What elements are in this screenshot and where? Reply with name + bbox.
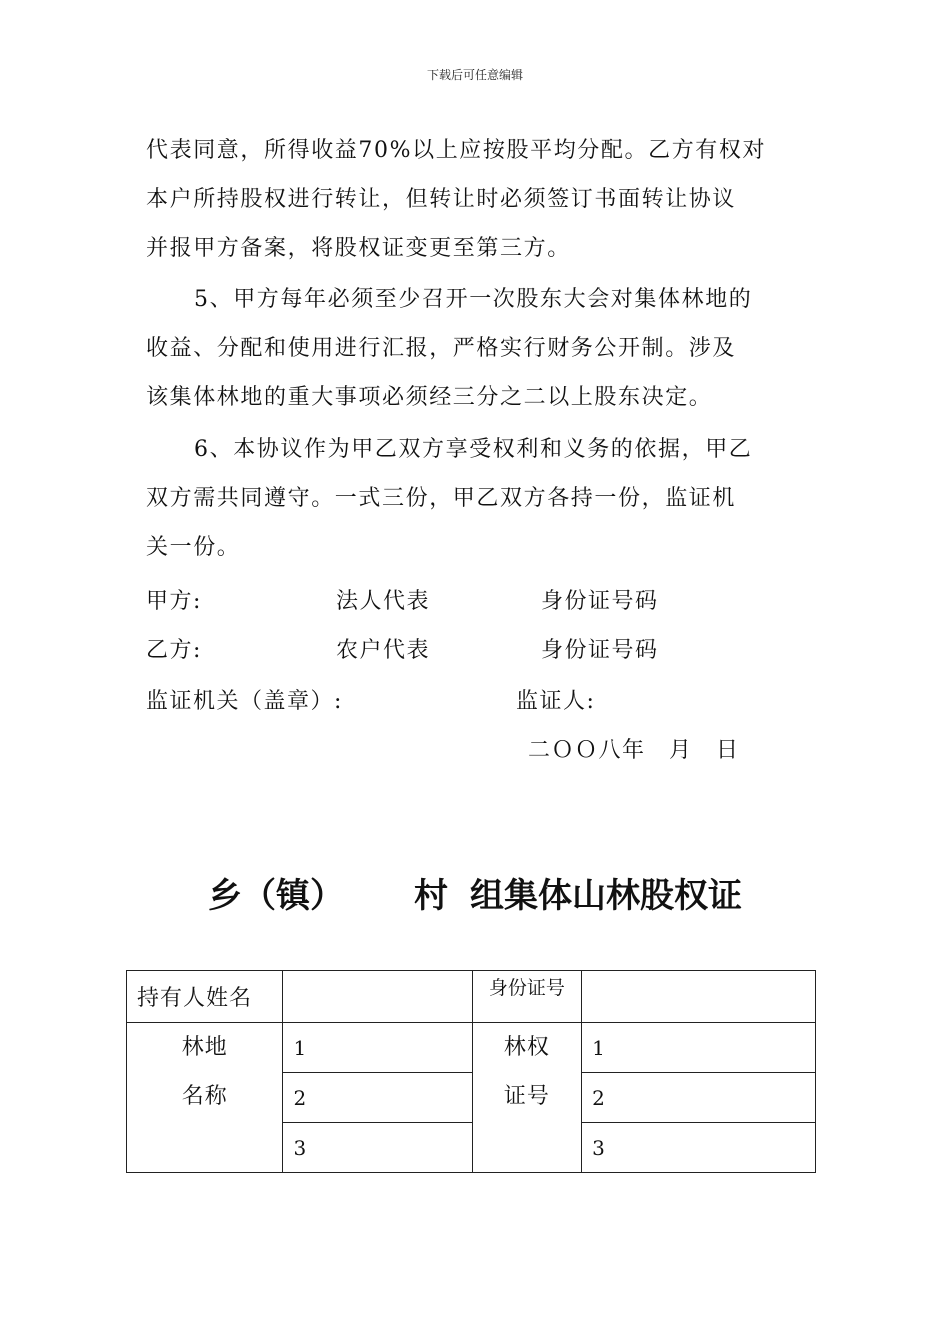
text-line: 该集体林地的重大事项必须经三分之二以上股东决定。 <box>146 385 713 410</box>
authority-label: 监证机关（盖章）: <box>146 689 343 714</box>
forest-right-3[interactable]: 3 <box>582 1123 816 1173</box>
text-line: 双方需共同遵守。一式三份，甲乙双方各持一份，监证机 <box>146 486 737 511</box>
holder-name-label: 持有人姓名 <box>127 971 283 1023</box>
party-b-label: 乙方: <box>146 638 202 663</box>
forest-label-line-1: 林地 <box>181 1035 228 1060</box>
table-row <box>127 971 816 1023</box>
equity-certificate-table <box>126 970 816 1173</box>
forest-name-2[interactable]: 2 <box>283 1073 472 1123</box>
forest-right-1[interactable]: 1 <box>582 1023 816 1073</box>
text-line: 收益、分配和使用进行汇报，严格实行财务公开制。涉及 <box>146 336 737 361</box>
right-label-line-2: 证号 <box>503 1084 550 1109</box>
forest-right-2[interactable]: 2 <box>582 1073 816 1123</box>
table-row <box>127 1023 816 1073</box>
text-line: 代表同意，所得收益70%以上应按股平均分配。乙方有权对 <box>146 138 767 163</box>
id-number-field[interactable] <box>582 971 816 1023</box>
title-village: 村 <box>414 876 448 916</box>
certificate-title <box>0 868 950 917</box>
text-line: 6、本协议作为甲乙双方享受权利和义务的依据，甲乙 <box>194 437 753 462</box>
right-label-line-1: 林权 <box>503 1035 550 1060</box>
paragraph-5 <box>146 275 806 422</box>
forest-name-1[interactable]: 1 <box>283 1023 472 1073</box>
text-line: 本户所持股权进行转让，但转让时必须签订书面转让协议 <box>146 187 737 212</box>
forest-label-line-2: 名称 <box>181 1084 228 1109</box>
paragraph-4 <box>146 126 806 273</box>
forest-right-label <box>472 1023 581 1173</box>
party-b-id-label: 身份证号码 <box>541 638 659 663</box>
party-a-label: 甲方: <box>146 589 202 614</box>
title-main: 组集体山林股权证 <box>470 876 742 916</box>
party-b-rep-label: 农户代表 <box>336 638 431 663</box>
title-township: 乡（镇） <box>208 876 344 916</box>
text-line: 并报甲方备案，将股权证变更至第三方。 <box>146 236 571 261</box>
witness-label: 监证人: <box>516 689 596 714</box>
text-line: 关一份。 <box>146 535 241 560</box>
holder-name-field[interactable] <box>283 971 472 1023</box>
party-a-id-label: 身份证号码 <box>541 589 659 614</box>
id-number-label: 身份证号 <box>472 971 581 1023</box>
forest-name-label <box>127 1023 283 1173</box>
date-line: 二ＯＯ八年 月 日 <box>528 738 740 763</box>
party-a-rep-label: 法人代表 <box>336 589 431 614</box>
forest-name-3[interactable]: 3 <box>283 1123 472 1173</box>
paragraph-6 <box>146 425 806 572</box>
page-header: 下载后可任意编辑 <box>426 68 523 82</box>
text-line: 5、甲方每年必须至少召开一次股东大会对集体林地的 <box>194 287 753 312</box>
